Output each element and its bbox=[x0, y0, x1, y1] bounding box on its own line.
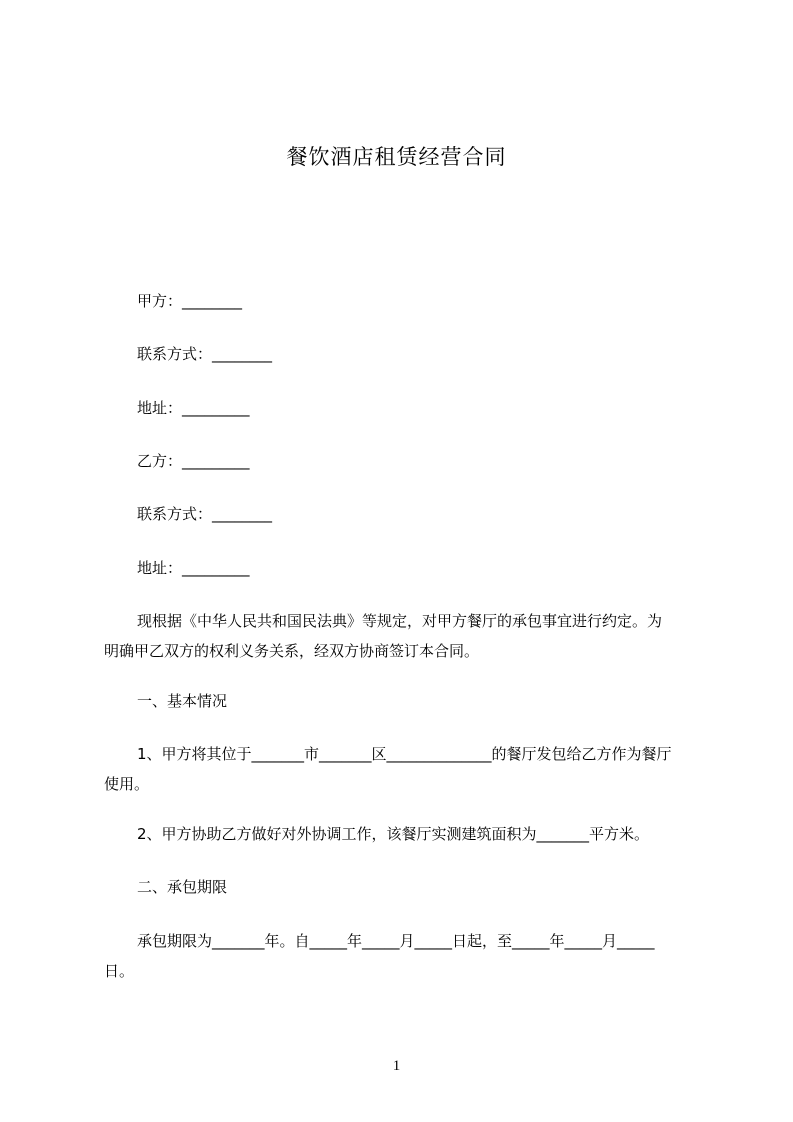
party-a-address-field: 地址：_________ bbox=[137, 399, 250, 417]
party-a-field: 甲方：________ bbox=[137, 292, 243, 310]
clause-1-1-line-2: 使用。 bbox=[104, 775, 150, 793]
intro-paragraph bbox=[104, 606, 704, 666]
clause-2-1-line-2: 日。 bbox=[104, 962, 135, 980]
clause-2-1-paragraph bbox=[104, 926, 704, 986]
page-number: 1 bbox=[392, 1058, 401, 1074]
clause-2-1-line-1: 承包期限为_______年。自_____年_____月_____日起，至_____年_____月_____ bbox=[137, 932, 655, 950]
clause-1-1-paragraph bbox=[104, 739, 704, 799]
section-1-heading: 一、基本情况 bbox=[137, 692, 228, 710]
party-b-address-field: 地址：_________ bbox=[137, 559, 250, 577]
clause-1-2-paragraph bbox=[104, 819, 704, 849]
section-2-heading: 二、承包期限 bbox=[137, 878, 228, 896]
intro-line-1: 现根据《中华人民共和国民法典》等规定，对甲方餐厅的承包事宜进行约定。为 bbox=[137, 612, 663, 630]
intro-line-2: 明确甲乙双方的权利义务关系，经双方协商签订本合同。 bbox=[104, 642, 480, 660]
clause-1-2-line-1: 2、甲方协助乙方做好对外协调工作，该餐厅实测建筑面积为_______平方米。 bbox=[137, 825, 650, 843]
party-b-contact-field: 联系方式：________ bbox=[137, 505, 273, 523]
party-b-field: 乙方：_________ bbox=[137, 452, 250, 470]
clause-1-1-line-1: 1、甲方将其位于_______市_______区______________的餐厅发包给乙方作为餐厅 bbox=[137, 745, 672, 763]
document-title: 餐饮酒店租赁经营合同 bbox=[286, 145, 507, 169]
party-a-contact-field: 联系方式：________ bbox=[137, 345, 273, 363]
